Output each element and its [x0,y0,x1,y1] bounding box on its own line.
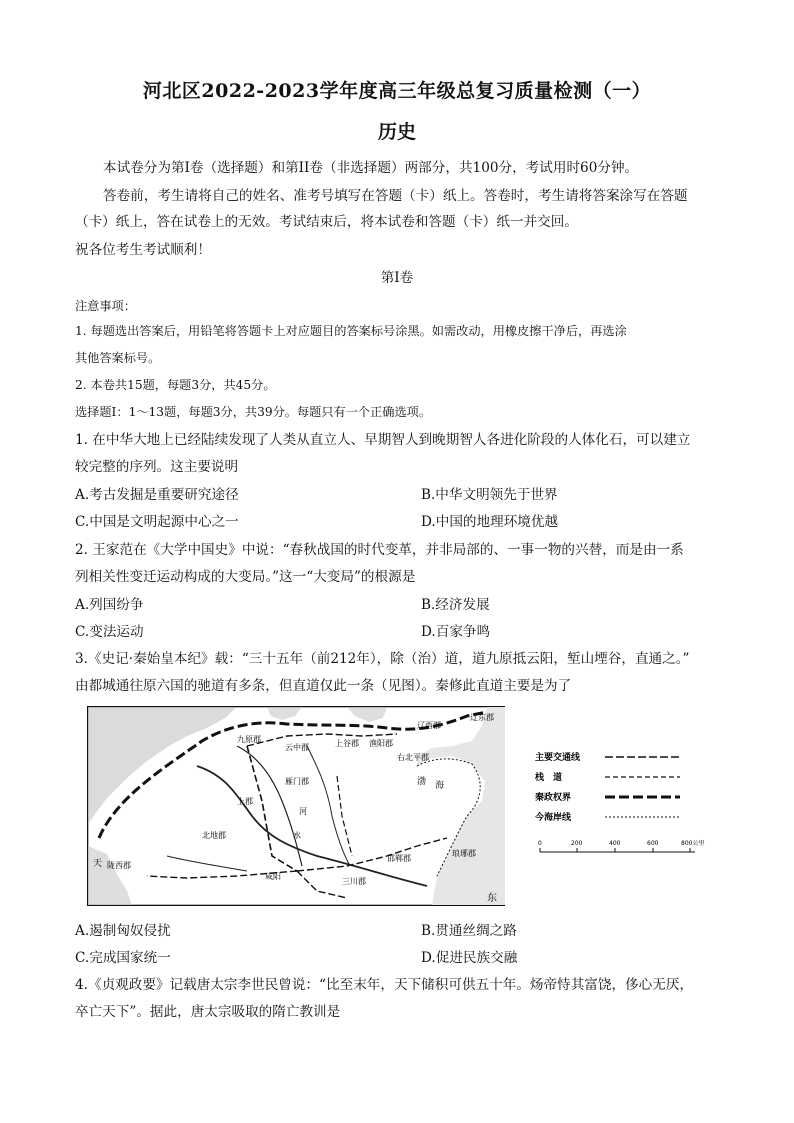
qin-road-map [87,706,505,906]
map-label-long: 陇西郡 [107,861,131,870]
scale-800: 800公里 [681,840,705,847]
q3-option-a[interactable]: A.遏制匈奴侵扰 [75,923,171,939]
q2-option-c[interactable]: C.变法运动 [75,624,144,640]
map-label-liaoxi: 辽西郡 [417,721,441,730]
note-1b: 其他答案标号。 [75,351,161,365]
map-label-beidi: 北地郡 [202,831,226,840]
scale-400: 400 [609,840,621,847]
map-label-youbeiping: 右北平郡 [397,753,429,762]
q3-option-c[interactable]: C.完成国家统一 [75,950,171,966]
q1-option-b[interactable]: B.中华文明领先于世界 [421,487,558,503]
scale-0: 0 [538,840,542,847]
legend-zhidao-label: 栈 道 [535,773,563,783]
q4-stem-2: 卒亡天下”。据此，唐太宗吸取的隋亡教训是 [75,1004,341,1020]
legend-coast-label: 今海岸线 [535,813,572,823]
q2-stem-2: 列相关性变迁运动构成的大变局。”这一“大变局”的根源是 [75,569,416,585]
section-title: 第I卷 [380,270,414,286]
q2-stem-1: 2. 王家范在《大学中国史》中说：“春秋战国的时代变革，并非局部的、一事一物的兴替，而是由一系 [75,542,684,558]
q2-option-d[interactable]: D.百家争鸣 [421,624,491,640]
note-3: 选择题Ⅰ：1～13题，每题3分，共39分。每题只有一个正确选项。 [75,405,432,419]
q1-option-c[interactable]: C.中国是文明起源中心之一 [75,514,239,530]
q3-option-d[interactable]: D.促进民族交融 [421,950,518,966]
map-label-bo: 渤 [417,777,427,787]
note-1a: 1. 每题选出答案后，用铅笔将答题卡上对应题目的答案标号涂黑。如需改动，用橡皮擦干净后，再选涂 [75,324,627,338]
map-label-xianyang: 咸阳 [265,872,281,881]
q1-stem-1: 1. 在中华大地上已经陆续发现了人类从直立人、早期智人到晚期智人各进化阶段的人体化石，可以建立 [75,432,691,448]
q1-option-d[interactable]: D.中国的地理环境优越 [421,514,559,530]
q4-stem-1: 4.《贞观政要》记载唐太宗李世民曾说：“比至末年，天下储积可供五十年。炀帝恃其富饶，侈心无厌， [75,977,694,993]
q2-option-b[interactable]: B.经济发展 [421,597,490,613]
map-label-hai: 海 [435,781,445,791]
map-label-liaodong: 辽东郡 [470,713,494,722]
legend-border-label: 秦政权界 [535,793,572,803]
map-label-langya: 琅琊郡 [452,849,476,858]
map-label-shanggu: 上谷郡 [335,739,359,748]
scale-600: 600 [647,840,659,847]
note-2: 2. 本卷共15题，每题3分，共45分。 [75,378,276,392]
map-label-yuyang: 渔阳郡 [369,739,393,748]
map-label-shui: 水 [293,831,301,840]
subject-title: 历史 [377,121,416,143]
notes-title: 注意事项： [75,299,136,313]
scale-200: 200 [571,840,583,847]
q1-stem-2: 较完整的序列。这主要说明 [75,459,239,475]
map-label-shang: 上郡 [237,797,253,806]
q3-stem-2: 由都城通往原六国的驰道有多条，但直道仅此一条（见图）。秦修此直道主要是为了 [75,678,572,694]
map-label-yunzhong: 云中郡 [285,743,309,752]
map-label-handan: 邯郸郡 [387,854,411,863]
intro-paragraph-2a: 答卷前，考生请将自己的姓名、准考号填写在答题（卡）纸上。答卷时，考生请将答案涂写在答题 [103,188,688,204]
map-label-dong: 东 [487,893,497,904]
map-label-yanmen: 雁门郡 [285,777,309,786]
map-label-sanchuan: 三川郡 [342,877,366,886]
exam-title: 河北区2022-2023学年度高三年级总复习质量检测（一） [142,80,652,102]
legend-main-road-label: 主要交通线 [535,753,581,763]
q2-option-a[interactable]: A.列国纷争 [75,597,144,613]
q3-option-b[interactable]: B.贯通丝绸之路 [421,923,517,939]
map-label-jiuyuan: 九原郡 [237,735,261,744]
map-label-he: 河 [299,807,307,816]
q1-option-a[interactable]: A.考古发掘是重要研究途径 [75,487,239,503]
map-label-tian: 天 [93,859,103,869]
intro-paragraph-1: 本试卷分为第I卷（选择题）和第II卷（非选择题）两部分，共100分，考试用时60分钟。 [103,160,639,176]
q3-stem-1: 3.《史记·秦始皇本纪》载：“三十五年（前212年），除（治）道，道九原抵云阳，堑山堙谷，直通之。” [75,651,690,667]
intro-paragraph-3: 祝各位考生考试顺利！ [75,242,211,258]
map-legend [535,748,720,858]
intro-paragraph-2b: （卡）纸上，答在试卷上的无效。考试结束后，将本试卷和答题（卡）纸一并交回。 [75,214,578,230]
